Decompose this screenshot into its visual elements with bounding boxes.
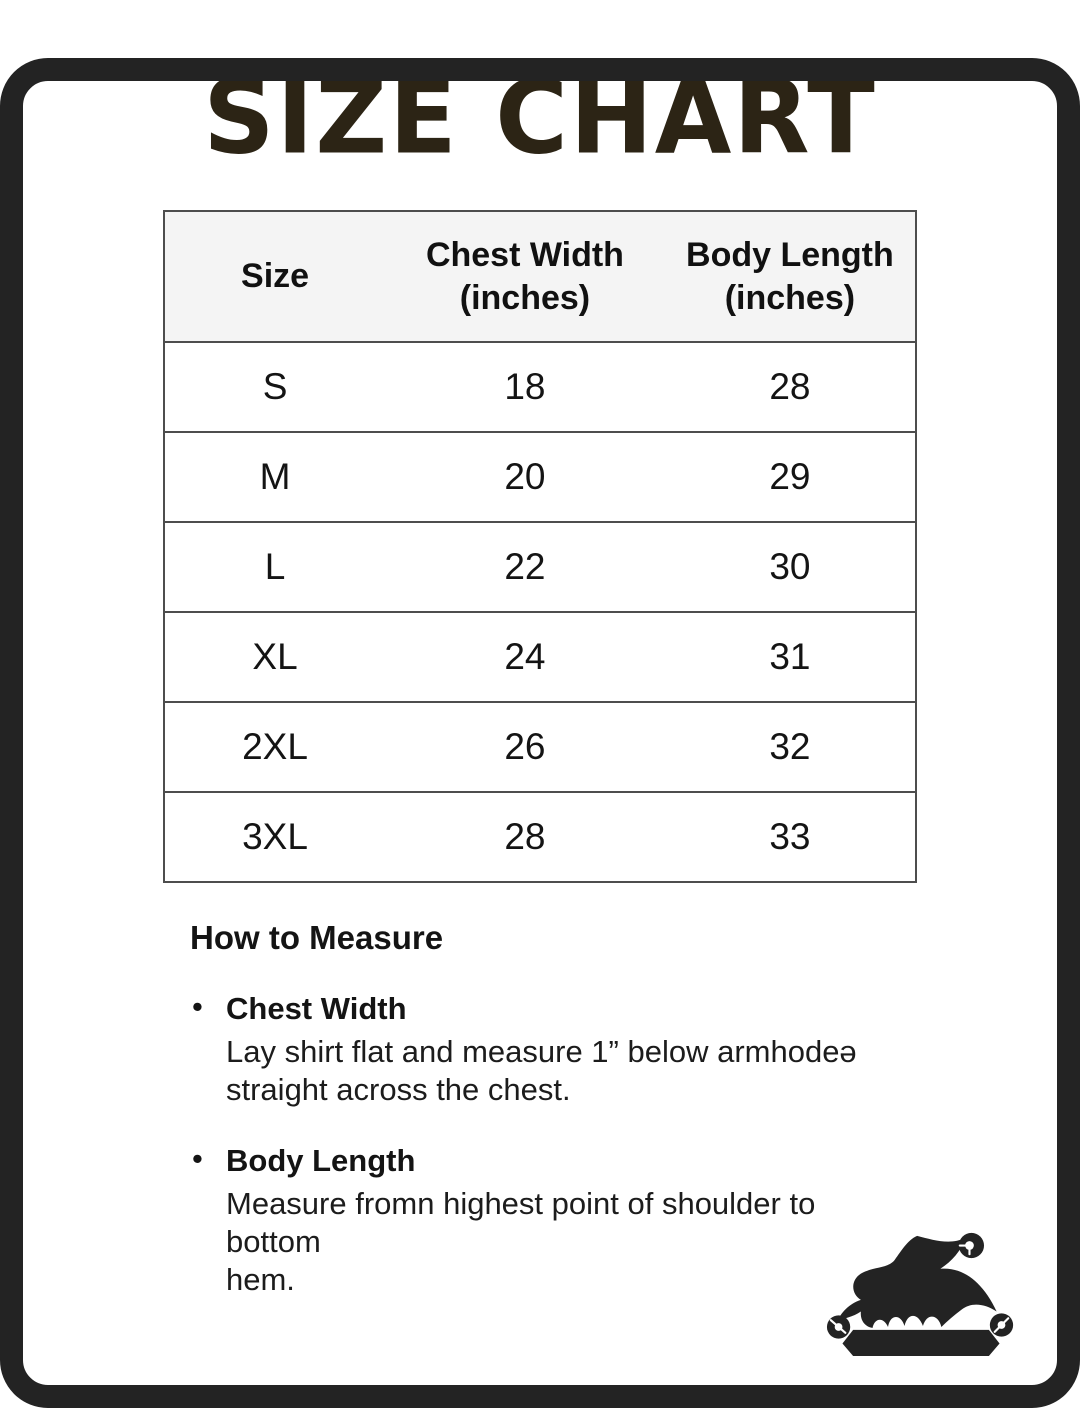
measure-description-line: Lay shirt flat and measure 1” below armhodeə [226,1034,857,1069]
size-chart-table [163,210,917,883]
size-cell: 3XL [242,816,308,857]
measure-description-line: hem. [226,1262,295,1297]
measure-item-chest-width [190,991,910,1109]
table-row-2xl [164,702,916,792]
measure-term: • Chest Width [226,991,407,1026]
column-unit: (inches) [459,278,591,317]
chest-width-cell: 20 [504,456,546,497]
column-label: Size [241,257,310,296]
body-length-cell: 32 [769,726,811,767]
body-length-cell: 33 [769,816,811,857]
table-row-xl [164,612,916,702]
chest-width-cell: 28 [504,816,546,857]
jester-hat-icon [824,1230,1018,1358]
body-length-cell: 29 [769,456,811,497]
size-cell: 2XL [242,726,308,767]
chest-width-cell: 22 [504,546,546,587]
measure-item-body-length [190,1143,910,1299]
body-length-cell: 28 [769,366,811,407]
body-length-cell: 30 [769,546,811,587]
chest-width-cell: 26 [504,726,546,767]
column-label: Chest Width [425,235,624,274]
how-to-measure-section [190,919,910,1299]
table-header-row [164,211,916,342]
measure-term: • Body Length [226,1143,416,1178]
section-heading: How to Measure [190,919,444,956]
body-length-cell: 31 [769,636,811,677]
table-row-s [164,342,916,432]
column-header-chest-width [385,211,665,342]
size-cell: S [262,366,288,407]
hat-brim [842,1330,999,1356]
page-title: SIZE CHART [203,57,877,177]
size-cell: M [259,456,291,497]
column-header-size [164,211,385,342]
table-row-l [164,522,916,612]
column-header-body-length [665,211,916,342]
table-row-m [164,432,916,522]
table-row-3xl [164,792,916,882]
chest-width-cell: 18 [504,366,546,407]
column-unit: (inches) [724,278,856,317]
measure-description-line: straight across the chest. [226,1072,571,1107]
column-label: Body Length [686,235,894,274]
size-cell: XL [252,636,298,677]
measure-description-line: Measure fromn highest point of shoulder to bottom [226,1186,816,1259]
chest-width-cell: 24 [504,636,546,677]
size-cell: L [264,546,286,587]
